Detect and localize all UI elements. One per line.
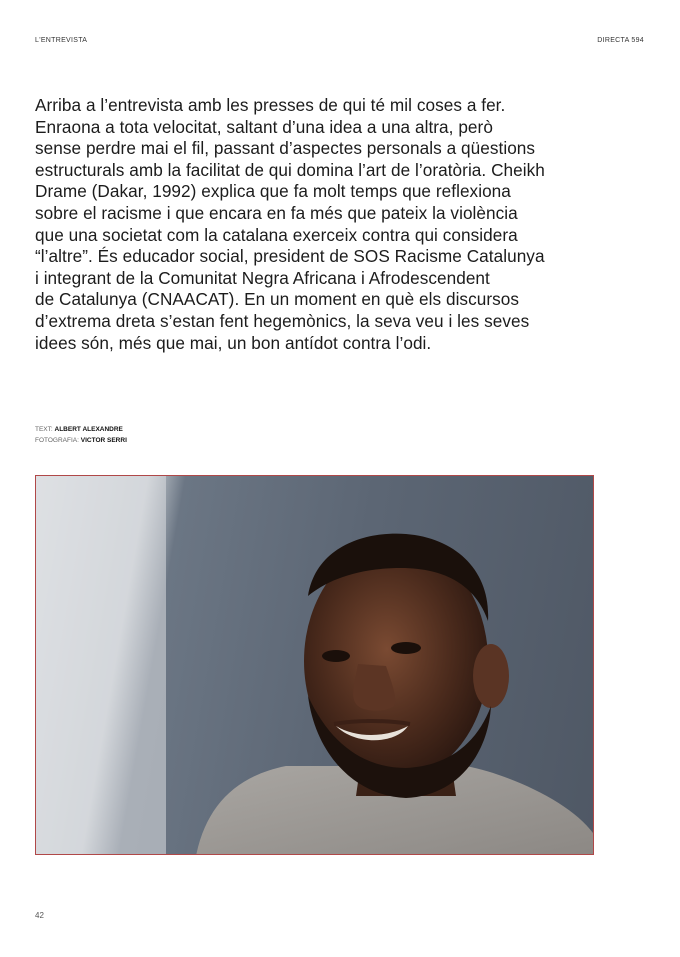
photo-credit-label: FOTOGRAFIA: (35, 436, 79, 444)
intro-paragraph (35, 95, 605, 354)
intro-line: “l’altre”. És educador social, president de SOS Racisme Catalunya (35, 246, 545, 267)
intro-line: i integrant de la Comunitat Negra Africana i Afrodescendent (35, 267, 490, 288)
portrait-illustration (36, 476, 594, 855)
intro-line: sense perdre mai el fil, passant d’aspectes personals a qüestions (35, 138, 536, 159)
intro-line: sobre el racisme i que encara en fa més que pateix la violència (35, 202, 518, 223)
photo-credit-author: VICTOR SERRI (80, 436, 127, 444)
intro-line: Drame (Dakar, 1992) explica que fa molt temps que reflexiona (35, 181, 511, 202)
intro-line: d’extrema dreta s’estan fent hegemònics, la seva veu i les seves (35, 310, 530, 331)
intro-line: Enraona a tota velocitat, saltant d’una idea a una altra, però (35, 116, 493, 137)
intro-line: que una societat com la catalana exerceix contra qui considera (35, 224, 518, 245)
portrait-photo (35, 475, 594, 855)
intro-line: idees són, més que mai, un bon antídot contra l’odi. (35, 332, 432, 353)
intro-line: Arriba a l’entrevista amb les presses de qui té mil coses a fer. (35, 95, 506, 115)
text-credit-author: ALBERT ALEXANDRE (54, 426, 123, 433)
text-credit (35, 425, 127, 436)
intro-line: de Catalunya (CNAACAT). En un moment en què els discursos (35, 289, 519, 310)
text-credit-label: TEXT: (35, 426, 53, 433)
page-number: 42 (35, 911, 44, 920)
intro-line: estructurals amb la facilitat de qui domina l’art de l’oratòria. Cheikh (35, 159, 545, 180)
issue-label: DIRECTA 594 (597, 37, 644, 44)
credits (35, 425, 127, 446)
photo-credit (35, 436, 127, 447)
section-label: L'ENTREVISTA (35, 37, 88, 44)
